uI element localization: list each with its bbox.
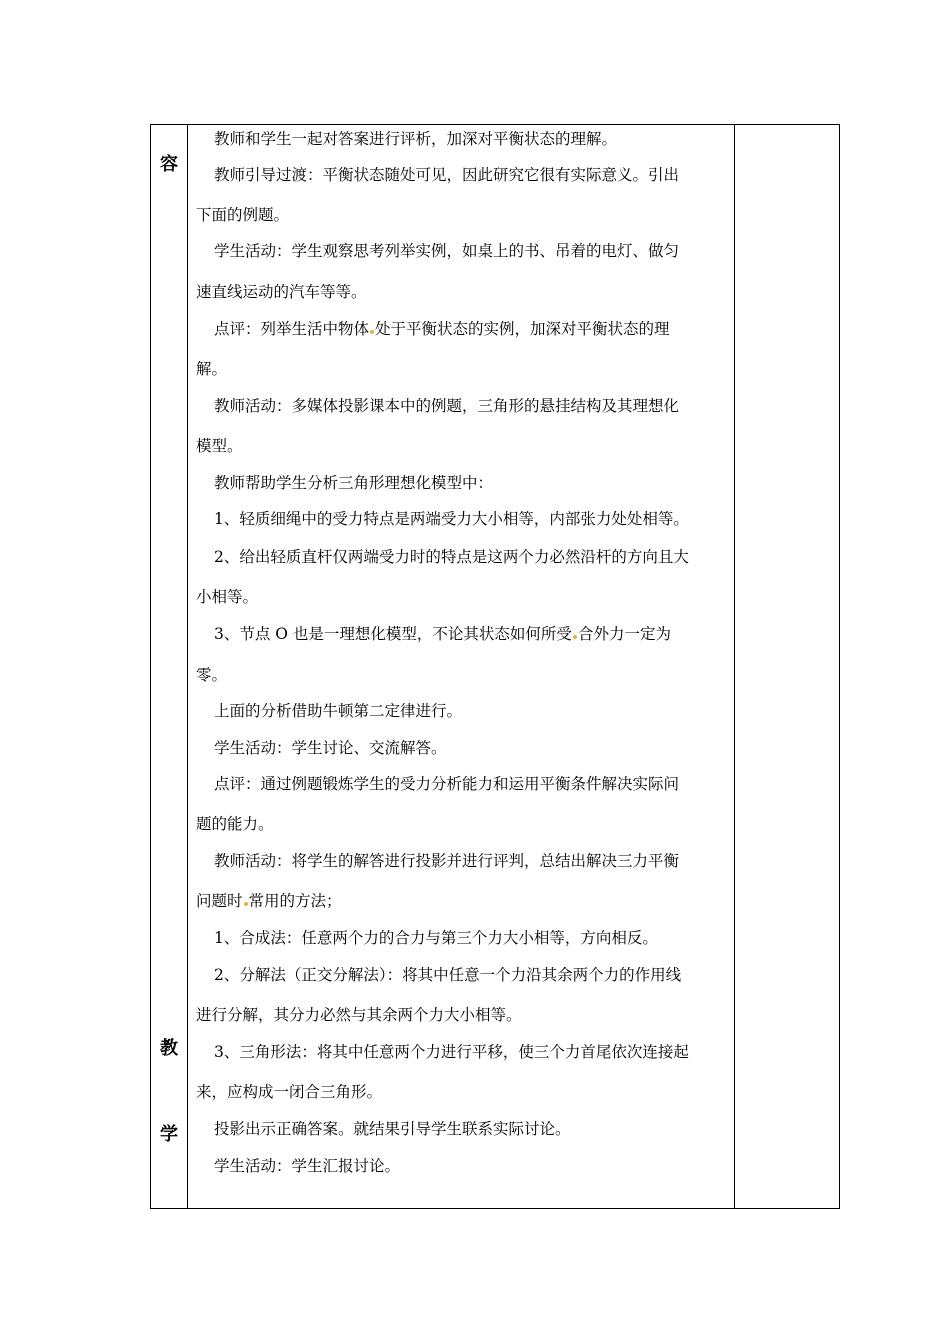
marker-dot xyxy=(244,902,248,906)
content-line: 教师和学生一起对答案进行评析，加深对平衡状态的理解。 xyxy=(214,130,618,148)
content-line: 零。 xyxy=(196,666,228,684)
content-line xyxy=(214,624,726,644)
side-label-rong: 容 xyxy=(160,154,178,175)
content-line: 学生活动：学生汇报讨论。 xyxy=(214,1157,401,1175)
content-line: 速直线运动的汽车等等。 xyxy=(196,283,367,301)
content-line: 教师引导过渡：平衡状态随处可见，因此研究它很有实际意义。引出 xyxy=(214,166,680,184)
content-line xyxy=(196,891,726,911)
content-line: 上面的分析借助牛顿第二定律进行。 xyxy=(214,702,463,720)
content-line: 解。 xyxy=(196,360,228,378)
section-label-column xyxy=(151,125,188,1208)
content-line: 来，应构成一闭合三角形。 xyxy=(196,1083,383,1101)
content-line: 点评：通过例题锻炼学生的受力分析能力和运用平衡条件解决实际问 xyxy=(214,775,680,793)
content-line: 2、给出轻质直杆仅两端受力时的特点是这两个力必然沿杆的方向且大 xyxy=(214,548,689,566)
content-line: 教师活动：将学生的解答进行投影并进行评判，总结出解决三力平衡 xyxy=(214,852,680,870)
notes-column xyxy=(734,125,841,1208)
lesson-table xyxy=(150,124,840,1209)
marker-dot xyxy=(573,635,577,639)
content-line: 3、三角形法：将其中任意两个力进行平移，使三个力首尾依次连接起 xyxy=(214,1043,689,1061)
content-fragment: 3、节点 O 也是一理想化模型，不论其状态如何所受 xyxy=(214,625,572,643)
content-line xyxy=(214,319,726,339)
content-line: 1、轻质细绳中的受力特点是两端受力大小相等，内部张力处处相等。 xyxy=(214,510,689,528)
content-line: 2、分解法（正交分解法）：将其中任意一个力沿其余两个力的作用线 xyxy=(214,966,682,984)
content-fragment: 处于平衡状态的实例，加深对平衡状态的理 xyxy=(375,320,670,338)
lesson-content-column xyxy=(188,125,735,1208)
content-line: 教师帮助学生分析三角形理想化模型中： xyxy=(214,474,494,492)
content-line: 教师活动：多媒体投影课本中的例题，三角形的悬挂结构及其理想化 xyxy=(214,397,680,415)
content-line: 投影出示正确答案。就结果引导学生联系实际讨论。 xyxy=(214,1120,571,1138)
content-line: 1、合成法：任意两个力的合力与第三个力大小相等，方向相反。 xyxy=(214,929,658,947)
content-fragment: 点评：列举生活中物体 xyxy=(214,320,370,338)
content-line: 学生活动：学生观察思考列举实例，如桌上的书、吊着的电灯、做匀 xyxy=(214,242,680,260)
content-line: 下面的例题。 xyxy=(196,206,290,224)
content-fragment: 问题时 xyxy=(196,892,243,910)
content-fragment: 合外力一定为 xyxy=(577,625,671,643)
marker-dot xyxy=(370,330,374,334)
content-line: 学生活动：学生讨论、交流解答。 xyxy=(214,739,447,757)
content-line: 进行分解，其分力必然与其余两个力大小相等。 xyxy=(196,1006,522,1024)
content-line: 题的能力。 xyxy=(196,815,274,833)
side-label-xue: 学 xyxy=(160,1124,178,1145)
content-line: 小相等。 xyxy=(196,588,259,606)
content-line: 模型。 xyxy=(196,437,243,455)
content-fragment: 常用的方法； xyxy=(248,892,342,910)
side-label-jiao: 教 xyxy=(160,1038,178,1059)
